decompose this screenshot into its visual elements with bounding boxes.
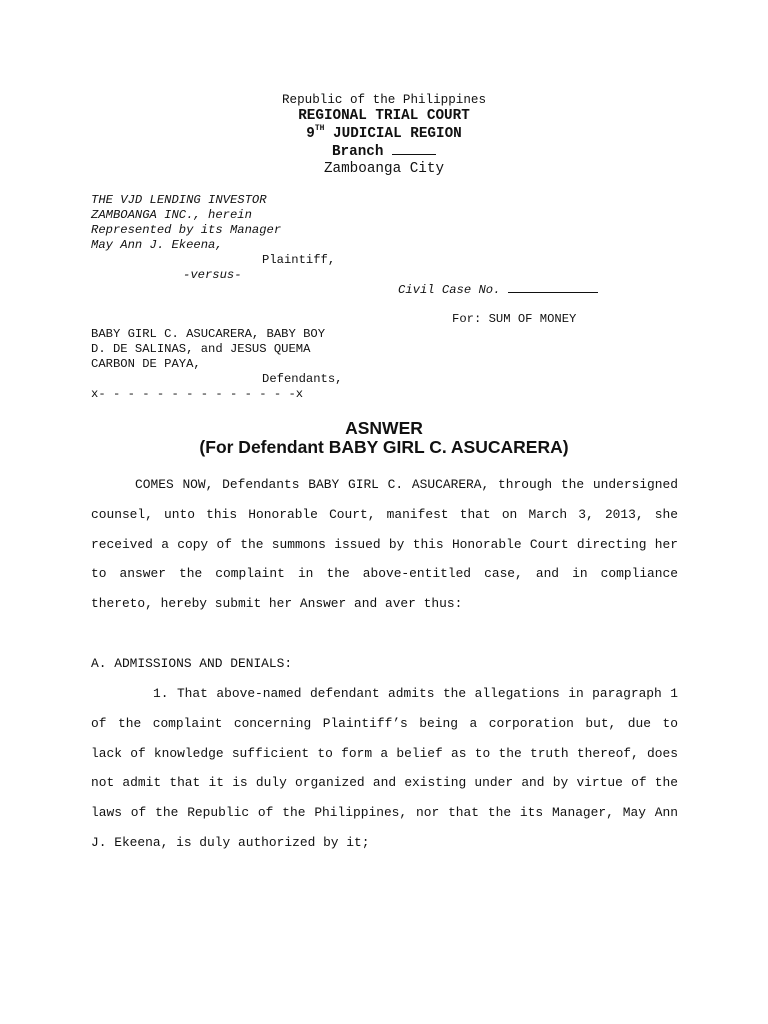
plaintiff-line-3: Represented by its Manager (91, 223, 282, 237)
item-1-paragraph: 1. That above-named defendant admits the allegations in paragraph 1 of the complaint concerning Plaintiff’s being a corporation but, due to lack of knowledge sufficient to form a belief as to the truth thereof, does not admit that it is duly organized and existing under and by virtue of the laws of the Republic of the Philippines, nor that the its Manager, May Ann J. Ekeena, is duly authorized by it; (91, 686, 678, 850)
region-superscript: TH (314, 124, 325, 133)
plaintiff-role: Plaintiff, (262, 253, 336, 267)
defendant-role: Defendants, (262, 372, 343, 386)
for-line: For: SUM OF MONEY (452, 312, 577, 326)
plaintiff-line-4: May Ann J. Ekeena, (91, 238, 223, 252)
defendant-line-2: D. DE SALINAS, and JESUS QUEMA (91, 342, 311, 356)
defendant-line-3: CARBON DE PAYA, (91, 357, 201, 371)
versus-label: -versus- (183, 268, 242, 282)
case-number-blank (508, 291, 598, 293)
plaintiff-line-2: ZAMBOANGA INC., herein (91, 208, 252, 222)
plaintiff-line-1: THE VJD LENDING INVESTOR (91, 193, 267, 207)
court-name: REGIONAL TRIAL COURT (298, 108, 470, 124)
intro-paragraph: COMES NOW, Defendants BABY GIRL C. ASUCARERA, through the undersigned counsel, unto this Honorable Court, manifest that on March 3, 2013, she received a copy of the summons issued by this Honorable Court directing her to answer the complaint in the above-entitled case, and in compliance thereto, hereby submit her Answer and aver thus: (91, 477, 678, 612)
document-subtitle: (For Defendant BABY GIRL C. ASUCARERA) (199, 437, 569, 457)
republic-line: Republic of the Philippines (281, 93, 487, 107)
section-a-heading: A. ADMISSIONS AND DENIALS: (91, 656, 293, 671)
judicial-region: 9TH JUDICIAL REGION (306, 124, 462, 142)
caption-divider: x- - - - - - - - - - - - - -x (91, 387, 304, 401)
defendant-line-1: BABY GIRL C. ASUCARERA, BABY BOY (91, 327, 326, 341)
document-title: ASNWER (345, 418, 423, 438)
branch-blank (392, 153, 436, 155)
for-value: SUM OF MONEY (488, 312, 577, 326)
branch-line: Branch (0, 144, 768, 160)
city-line: Zamboanga City (323, 161, 445, 177)
civil-case-line: Civil Case No. (398, 283, 598, 298)
